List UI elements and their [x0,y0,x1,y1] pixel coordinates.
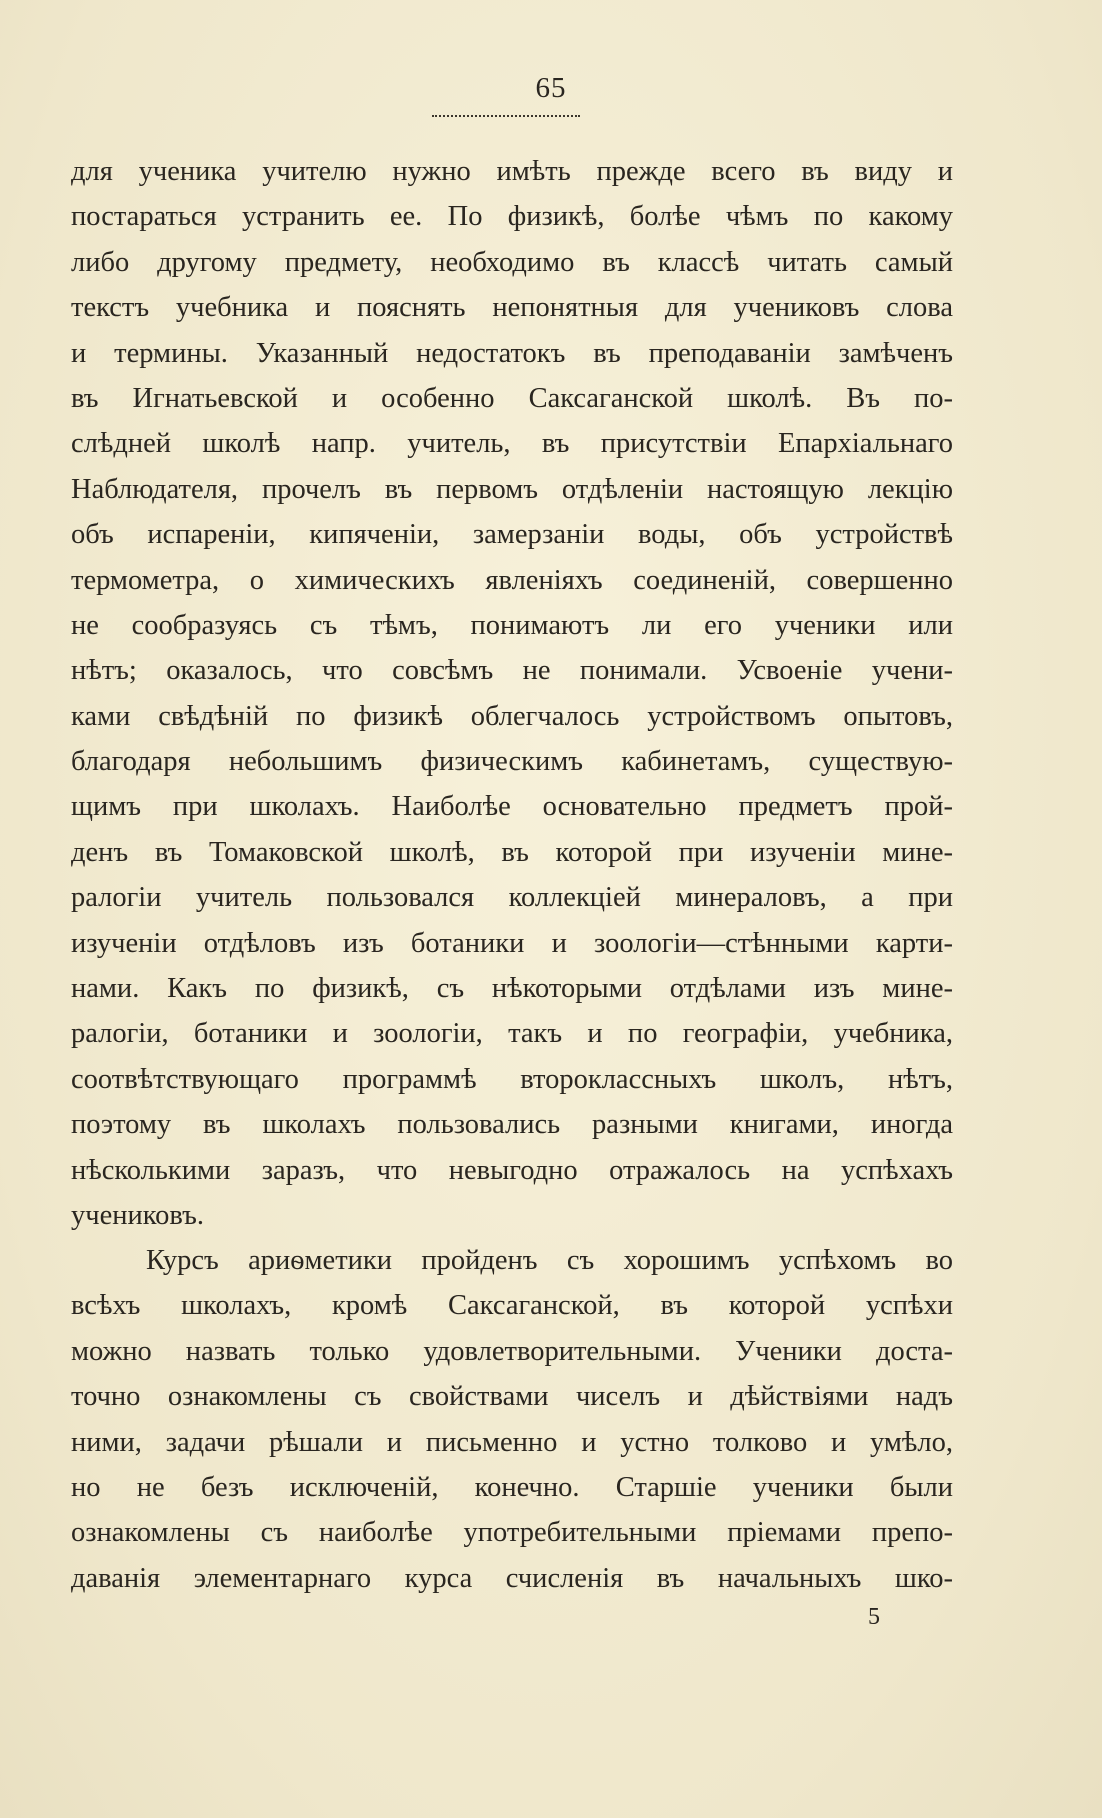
text-line: всѣхъ школахъ, кромѣ Саксаганской, въ которой успѣхи [71,1290,953,1322]
paragraph-physics [71,149,953,1238]
signature-mark: 5 [868,1604,880,1630]
text-line: можно назвать только удовлетворительными. Ученики доста- [71,1335,953,1367]
page-number: 65 [535,72,567,104]
text-line: нами. Какъ по физикѣ, съ нѣкоторыми отдѣлами изъ мине- [71,973,953,1005]
text-line: ними, задачи рѣшали и письменно и устно толково и умѣло, [71,1426,953,1458]
text-line: либо другому предмету, необходимо въ классѣ читать самый [71,246,953,278]
text-line: Курсъ ариѳметики пройденъ съ хорошимъ успѣхомъ во [146,1245,953,1276]
text-line: но не безъ исключеній, конечно. Старшіе ученики были [71,1471,953,1503]
text-line: денъ въ Томаковской школѣ, въ которой при изученіи мине- [71,836,953,868]
text-line: не сообразуясь съ тѣмъ, понимаютъ ли его ученики или [71,609,953,641]
text-line: слѣдней школѣ напр. учитель, въ присутствіи Епархіальнаго [71,428,953,460]
text-line: щимъ при школахъ. Наиболѣе основательно предметъ прой- [71,791,953,823]
text-line: ками свѣдѣній по физикѣ облегчалось устройствомъ опытовъ, [71,700,953,732]
text-line: объ испареніи, кипяченіи, замерзаніи воды, объ устройствѣ [71,519,953,551]
text-line: благодаря небольшимъ физическимъ кабинетамъ, существую- [71,746,953,778]
text-line: ралогіи, ботаники и зоологіи, такъ и по географіи, учебника, [71,1018,953,1050]
text-line: соотвѣтствующаго программѣ второклассныхъ школъ, нѣтъ, [71,1063,953,1095]
paragraph-arithmetic [71,1238,953,1601]
text-line: учениковъ. [71,1199,204,1231]
text-line: нѣтъ; оказалось, что совсѣмъ не понимали. Усвоеніе учени- [71,655,953,687]
text-line: ралогіи учитель пользовался коллекціей минераловъ, а при [71,882,953,914]
text-line: въ Игнатьевской и особенно Саксаганской школѣ. Въ по- [71,382,953,414]
header-rule [432,115,580,117]
text-line: Наблюдателя, прочелъ въ первомъ отдѣленіи настоящую лекцію [71,473,953,505]
text-line: нѣсколькими заразъ, что невыгодно отражалось на успѣхахъ [71,1154,953,1186]
text-line: текстъ учебника и пояснять непонятныя для учениковъ слова [71,292,953,324]
text-line: точно ознакомлены съ свойствами чиселъ и дѣйствіями надъ [71,1381,953,1413]
text-line: изученіи отдѣловъ изъ ботаники и зоологіи—стѣнными карти- [71,927,953,959]
text-line: поэтому въ школахъ пользовались разными книгами, иногда [71,1109,953,1141]
text-line: и термины. Указанный недостатокъ въ преподаваніи замѣченъ [71,337,953,369]
text-line: даванія элементарнаго курса счисленія въ начальныхъ шко- [71,1562,953,1594]
text-line: постараться устранить ее. По физикѣ, болѣе чѣмъ по какому [71,201,953,233]
text-line: термометра, о химическихъ явленіяхъ соединеній, совершенно [71,564,953,596]
text-line: ознакомлены съ наиболѣе употребительными пріемами препо- [71,1517,953,1549]
text-line: для ученика учителю нужно имѣть прежде всего въ виду и [71,156,953,187]
